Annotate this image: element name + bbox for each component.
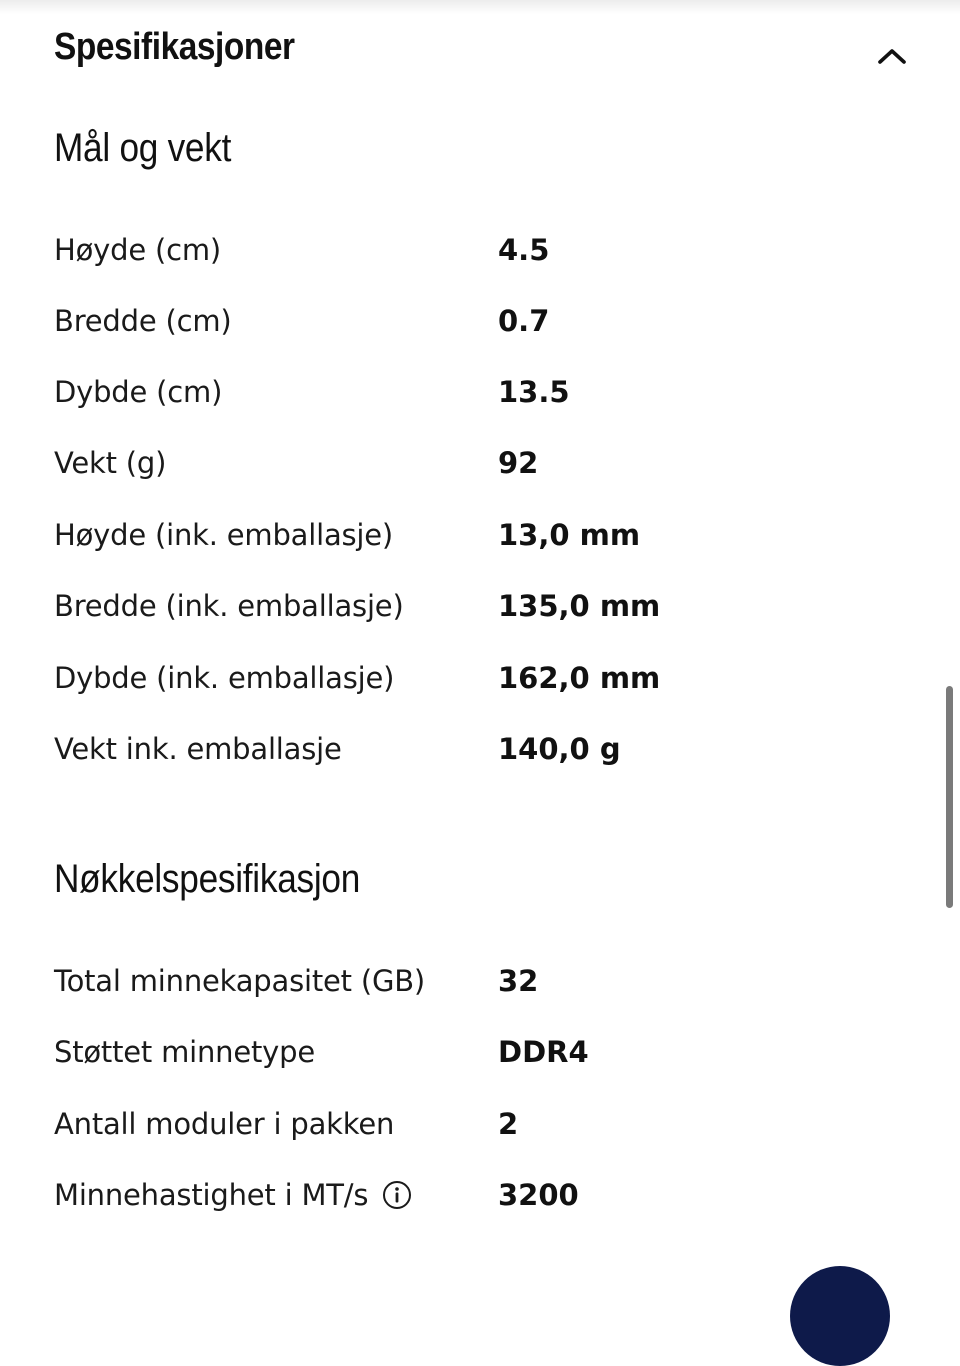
collapse-toggle-button[interactable] <box>868 36 916 76</box>
spec-label: Dybde (cm) <box>54 375 223 409</box>
spec-value: 162,0 mm <box>498 661 661 695</box>
spec-row <box>54 362 914 422</box>
floating-action-button[interactable] <box>790 1266 890 1366</box>
spec-row <box>54 505 914 565</box>
spec-value: 13.5 <box>498 375 570 409</box>
spec-row <box>54 1165 914 1225</box>
scrollbar-thumb[interactable] <box>946 686 953 908</box>
spec-label: Høyde (ink. emballasje) <box>54 518 394 552</box>
spec-row <box>54 951 914 1011</box>
subsection-title-key-specs: Nøkkelspesifikasjon <box>54 857 361 901</box>
spec-row <box>54 1094 914 1154</box>
spec-label: Høyde (cm) <box>54 233 222 267</box>
spec-row <box>54 433 914 493</box>
section-title: Spesifikasjoner <box>54 26 295 68</box>
spec-label: Total minnekapasitet (GB) <box>54 964 426 998</box>
spec-row <box>54 719 914 779</box>
spec-label <box>54 1165 412 1225</box>
spec-label: Vekt (g) <box>54 446 167 480</box>
spec-row <box>54 576 914 636</box>
spec-value: 0.7 <box>498 304 550 338</box>
spec-label-text: Minnehastighet i MT/s <box>54 1178 369 1212</box>
spec-label: Vekt ink. emballasje <box>54 732 342 766</box>
spec-row <box>54 220 914 280</box>
spec-value: 2 <box>498 1107 519 1141</box>
spec-value: 140,0 g <box>498 732 621 766</box>
spec-label: Bredde (cm) <box>54 304 232 338</box>
spec-row <box>54 291 914 351</box>
spec-value: 32 <box>498 964 539 998</box>
spec-value: 13,0 mm <box>498 518 641 552</box>
spec-label: Støttet minnetype <box>54 1035 315 1069</box>
info-icon[interactable] <box>382 1180 412 1210</box>
spec-value: 4.5 <box>498 233 550 267</box>
chevron-up-icon <box>877 47 907 65</box>
spec-value: 135,0 mm <box>498 589 661 623</box>
spec-row <box>54 648 914 708</box>
spec-value: 3200 <box>498 1178 579 1212</box>
subsection-title-dimensions: Mål og vekt <box>54 126 232 170</box>
spec-label: Bredde (ink. emballasje) <box>54 589 404 623</box>
spec-value: 92 <box>498 446 539 480</box>
spec-label: Antall moduler i pakken <box>54 1107 395 1141</box>
spec-value: DDR4 <box>498 1035 589 1069</box>
spec-label: Dybde (ink. emballasje) <box>54 661 395 695</box>
specifications-header[interactable] <box>0 0 960 104</box>
spec-row <box>54 1022 914 1082</box>
